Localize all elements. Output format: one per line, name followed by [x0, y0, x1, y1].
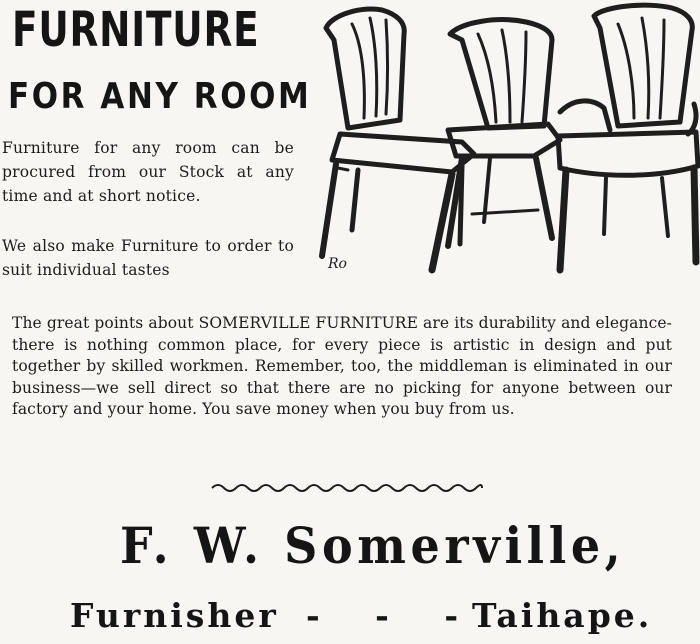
footer-dashes: - - -	[306, 596, 481, 635]
body-paragraph: The great points about SOMERVILLE FURNITURE are its durability and elegance-there is nothing common place, for every piece is artistic in design and put together by skilled workmen. Remember, too, the middleman is eliminated in our business—we sell direct so that there are no picking for anyone between our factory and your home. You save money when you buy from us.	[12, 314, 672, 418]
intro-stock-paragraph	[2, 136, 294, 208]
town-label: Taihape.	[472, 596, 653, 635]
chair-right-drawing	[558, 5, 698, 270]
illustrator-signature: Ro	[328, 256, 347, 272]
intro-custom-text: We also make Furniture to order to suit individual tastes	[2, 237, 294, 279]
intro-stock-text: Furniture for any room can be procured from our Stock at any time and at short notice.	[2, 139, 294, 205]
intro-custom-paragraph	[2, 234, 294, 282]
chair-middle-drawing	[448, 20, 560, 246]
headline-furniture: FURNITURE	[12, 2, 260, 58]
trade-label: Furnisher	[70, 596, 279, 635]
chairs-illustration	[312, 0, 700, 288]
company-name: F. W. Somerville,	[120, 516, 626, 575]
wavy-divider	[210, 480, 484, 496]
headline-for-any-room: FOR ANY ROOM	[8, 76, 312, 117]
